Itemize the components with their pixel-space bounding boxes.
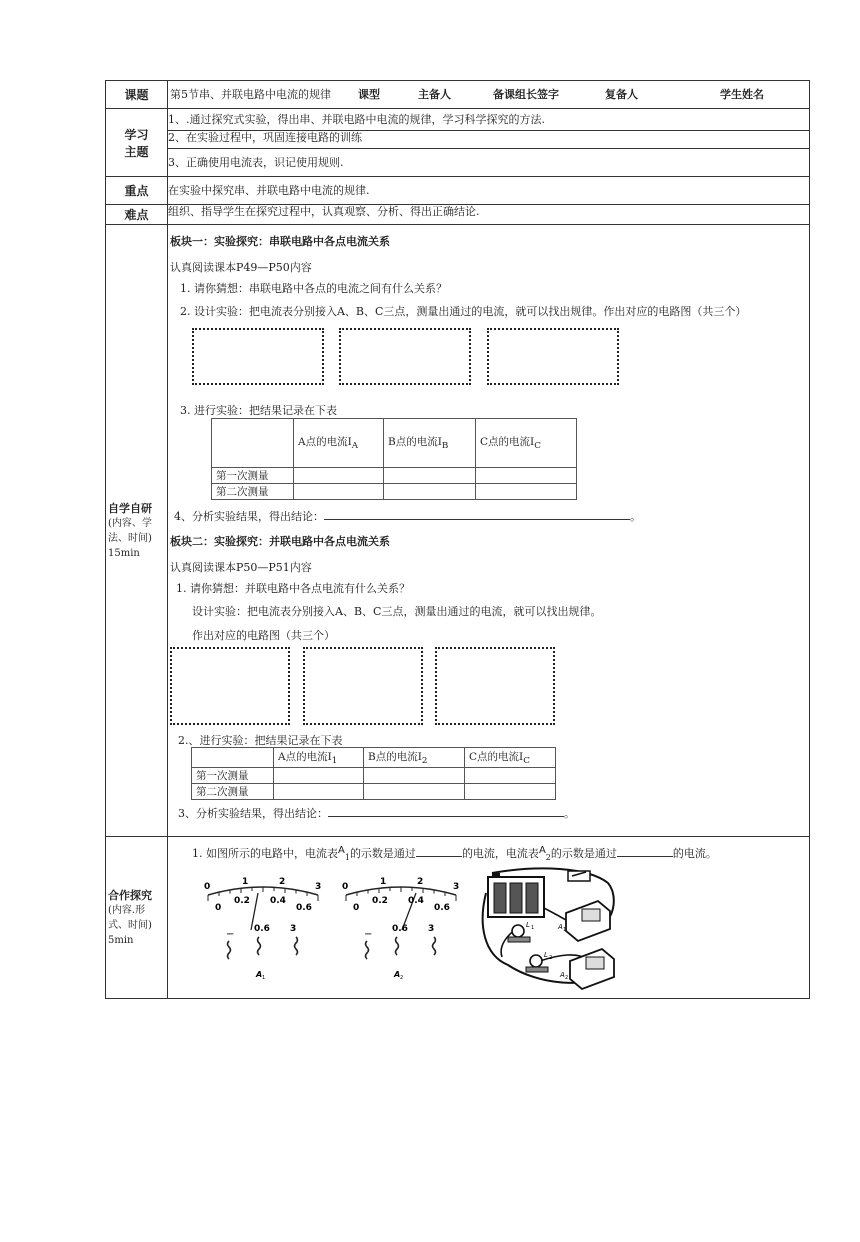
table-cell[interactable] bbox=[294, 468, 384, 484]
table-header-a: A点的电流$I_1$ bbox=[274, 748, 364, 768]
cooperation-question: 1. 如图所示的电路中，电流表$A_1$的示数是通过 的电流，电流表$A_2$的示数是通过 的电流。 bbox=[192, 845, 717, 863]
meter-name-sub: 2 bbox=[400, 975, 404, 981]
circuit-drawing-box[interactable] bbox=[170, 647, 290, 725]
header-row bbox=[168, 81, 810, 109]
table-header-b: B点的电流$I_2$ bbox=[364, 748, 465, 768]
circuit-drawing-box[interactable] bbox=[192, 328, 324, 385]
self-study-label: 自学自研 (内容、学 法、时间) 15min bbox=[106, 225, 168, 837]
conclusion-blank[interactable] bbox=[328, 816, 564, 817]
difficulty-text: 组织、指导学生在探究过程中，认真观察、分析、得出正确结论. bbox=[168, 205, 810, 225]
table-row-label: 第二次测量 bbox=[192, 784, 274, 800]
block1-q1: 1. 请你猜想：串联电路中各点的电流之间有什么关系？ bbox=[180, 282, 447, 295]
table-header-b: B点的电流$I_B$ bbox=[384, 419, 476, 468]
bottom-tick-label: 0.2 bbox=[234, 896, 250, 906]
cooperation-label: 合作探究 (内容.形 式、时间) 5min bbox=[106, 837, 168, 999]
top-tick-label: 2 bbox=[417, 877, 424, 887]
top-tick-label: 3 bbox=[315, 882, 322, 892]
table-corner bbox=[212, 419, 294, 468]
table-header-a: A点的电流$I_A$ bbox=[294, 419, 384, 468]
parallel-record-table bbox=[191, 747, 556, 800]
table-row-label: 第二次测量 bbox=[212, 484, 294, 500]
circuit-label: 2 bbox=[565, 975, 569, 981]
topic-value: 第5节串、并联电路中电流的规律 bbox=[170, 88, 331, 101]
table-header-c: C点的电流$I_C$ bbox=[476, 419, 577, 468]
table-cell[interactable] bbox=[476, 468, 577, 484]
table-cell[interactable] bbox=[294, 484, 384, 500]
block1-q3: 3. 进行实验：把结果记录在下表 bbox=[180, 404, 337, 417]
terminal-label: − bbox=[364, 929, 373, 940]
key-label: 重点 bbox=[106, 177, 168, 205]
answer-blank[interactable] bbox=[617, 856, 673, 857]
series-record-table bbox=[211, 418, 577, 500]
meter-name-sub: 1 bbox=[262, 975, 266, 981]
table-cell[interactable] bbox=[364, 784, 465, 800]
circuit-drawing-box[interactable] bbox=[487, 328, 619, 385]
circuit-label: L bbox=[544, 951, 548, 959]
table-row-label: 第一次测量 bbox=[212, 468, 294, 484]
terminal-label: 3 bbox=[428, 924, 435, 934]
terminal-label: − bbox=[226, 929, 235, 940]
block2-reading: 认真阅读课本P50—P51内容 bbox=[170, 561, 312, 574]
ammeter-a2-dial bbox=[336, 875, 466, 985]
terminal-label: 0.6 bbox=[392, 924, 408, 934]
bottom-tick-label: 0.2 bbox=[372, 896, 388, 906]
cooperation-content bbox=[168, 837, 810, 999]
signature-label: 备课组长签字 bbox=[493, 88, 559, 101]
block2-q1c: 作出对应的电路图（共三个） bbox=[192, 629, 335, 642]
bottom-tick-label: 0 bbox=[353, 903, 360, 913]
top-tick-label: 1 bbox=[380, 877, 387, 887]
bottom-tick-label: 0.4 bbox=[270, 896, 286, 906]
table-cell[interactable] bbox=[476, 484, 577, 500]
difficulty-label: 难点 bbox=[106, 205, 168, 225]
table-cell[interactable] bbox=[364, 768, 465, 784]
reviewer-label: 复备人 bbox=[605, 88, 638, 101]
table-cell[interactable] bbox=[274, 768, 364, 784]
goal-item: 3、正确使用电流表，识记使用规则. bbox=[168, 149, 810, 177]
top-tick-label: 2 bbox=[279, 877, 286, 887]
top-tick-label: 3 bbox=[453, 882, 460, 892]
block1-reading: 认真阅读课本P49—P50内容 bbox=[170, 261, 312, 274]
block1-q2: 2. 设计实验：把电流表分别接入A、B、C三点，测量出通过的电流，就可以找出规律。作出对应的电路图（共三个） bbox=[180, 305, 747, 318]
block2-q2: 2.、进行实验：把结果记录在下表 bbox=[178, 734, 343, 747]
top-tick-label: 1 bbox=[242, 877, 249, 887]
preparer-label: 主备人 bbox=[418, 88, 451, 101]
meter-name: A bbox=[256, 970, 263, 979]
circuit-label: L bbox=[526, 921, 530, 929]
circuit-label: 1 bbox=[563, 927, 567, 933]
block2-q1: 1. 请你猜想：并联电路中各点电流有什么关系？ bbox=[176, 582, 410, 595]
table-corner bbox=[192, 748, 274, 768]
topic-label: 课题 bbox=[106, 81, 168, 109]
table-row-label: 第一次测量 bbox=[192, 768, 274, 784]
circuit-label: A bbox=[558, 923, 563, 931]
block2-q3: 3、分析实验结果，得出结论： 。 bbox=[178, 807, 575, 820]
terminal-label: 0.6 bbox=[254, 924, 270, 934]
circuit-drawing-box[interactable] bbox=[303, 647, 423, 725]
goal-item: 1、.通过探究式实验，得出串、并联电路中电流的规律，学习科学探究的方法. bbox=[168, 109, 810, 131]
top-tick-label: 0 bbox=[204, 882, 211, 892]
terminal-label: 3 bbox=[290, 924, 297, 934]
block1-title: 板块一：实验探究：串联电路中各点电流关系 bbox=[170, 235, 390, 248]
ammeter-a1-dial bbox=[198, 875, 328, 985]
table-cell[interactable] bbox=[274, 784, 364, 800]
type-label: 课型 bbox=[358, 88, 380, 101]
table-cell[interactable] bbox=[384, 468, 476, 484]
conclusion-blank[interactable] bbox=[324, 519, 630, 520]
circuit-label: 2 bbox=[549, 955, 553, 961]
block1-q4: 4、分析实验结果，得出结论： 。 bbox=[174, 510, 641, 523]
circuit-illustration bbox=[478, 865, 618, 993]
circuit-drawing-box[interactable] bbox=[435, 647, 555, 725]
table-cell[interactable] bbox=[465, 784, 556, 800]
table-header-c: C点的电流$I_C$ bbox=[465, 748, 556, 768]
answer-blank[interactable] bbox=[416, 856, 462, 857]
circuit-drawing-box[interactable] bbox=[339, 328, 471, 385]
block2-q1b: 设计实验：把电流表分别接入A、B、C三点，测量出通过的电流，就可以找出规律。 bbox=[192, 605, 602, 618]
bottom-tick-label: 0 bbox=[215, 903, 222, 913]
lesson-plan-table bbox=[105, 80, 810, 999]
bottom-tick-label: 0.4 bbox=[408, 896, 424, 906]
circuit-label: A bbox=[560, 971, 565, 979]
goals-label: 学习 主题 bbox=[106, 109, 168, 177]
student-name-label: 学生姓名 bbox=[720, 88, 764, 101]
meter-name: A bbox=[394, 970, 401, 979]
bottom-tick-label: 0.6 bbox=[434, 903, 450, 913]
block2-title: 板块二：实验探究：并联电路中各点电流关系 bbox=[170, 535, 390, 548]
key-text: 在实验中探究串、并联电路中电流的规律. bbox=[168, 177, 810, 205]
top-tick-label: 0 bbox=[342, 882, 349, 892]
self-study-content bbox=[168, 225, 810, 837]
table-cell[interactable] bbox=[384, 484, 476, 500]
table-cell[interactable] bbox=[465, 768, 556, 784]
bottom-tick-label: 0.6 bbox=[296, 903, 312, 913]
circuit-label: 1 bbox=[531, 925, 535, 931]
goal-item: 2、在实验过程中，巩固连接电路的训练 bbox=[168, 131, 810, 149]
